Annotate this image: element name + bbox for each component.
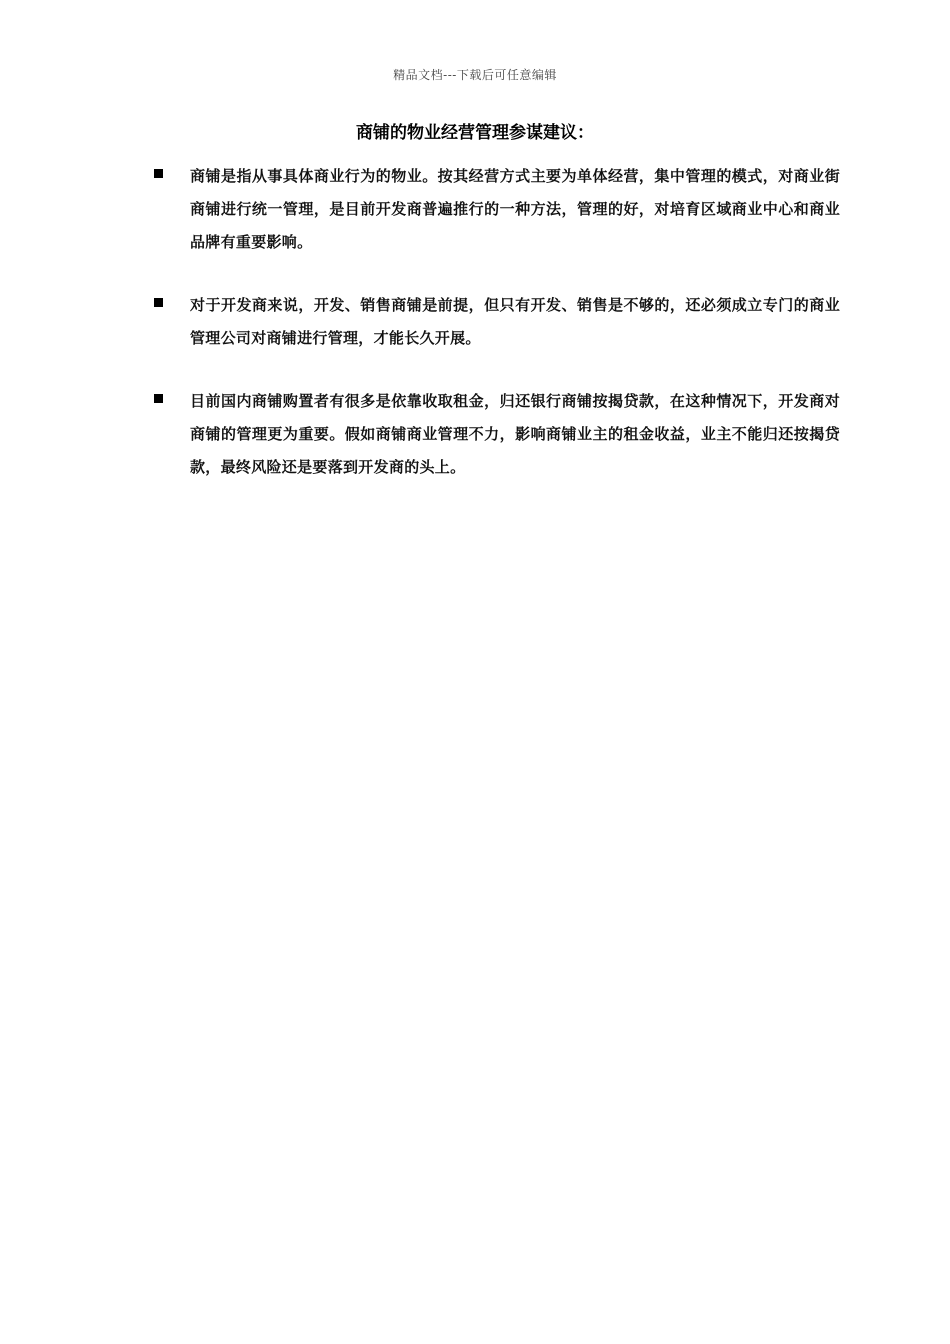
document-title: 商铺的物业经营管理参谋建议： (356, 123, 594, 143)
list-item-text: 商铺是指从事具体商业行为的物业。按其经营方式主要为单体经营，集中管理的模式，对商业街商铺进行统一管理，是目前开发商普遍推行的一种方法，管理的好，对培育区域商业中心和商业品牌有重要影响。 (190, 167, 840, 251)
list-item (150, 385, 840, 484)
list-item (150, 289, 840, 355)
list-item-text: 目前国内商铺购置者有很多是依靠收取租金，归还银行商铺按揭贷款，在这种情况下，开发商对商铺的管理更为重要。假如商铺商业管理不力，影响商铺业主的租金收益，业主不能归还按揭贷款，最终风险还是要落到开发商的头上。 (190, 392, 840, 476)
square-bullet-icon (154, 394, 163, 403)
list-item (150, 160, 840, 259)
list-item-text: 对于开发商来说，开发、销售商铺是前提，但只有开发、销售是不够的，还必须成立专门的商业管理公司对商铺进行管理，才能长久开展。 (190, 296, 840, 347)
square-bullet-icon (154, 298, 163, 307)
page-header: 精品文档---下载后可任意编辑 (393, 68, 557, 82)
bullet-list (150, 160, 840, 514)
square-bullet-icon (154, 169, 163, 178)
